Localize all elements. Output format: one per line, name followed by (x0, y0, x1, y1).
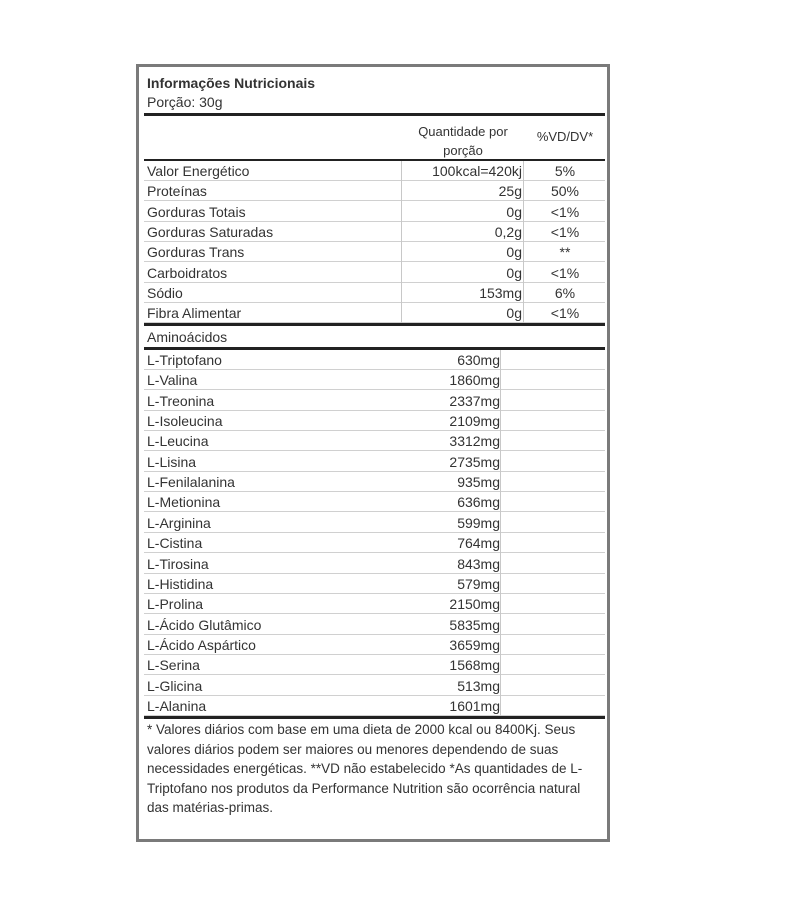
nutrient-vd: 6% (554, 284, 576, 301)
amino-acid-row (144, 350, 605, 370)
label-title: Informações Nutricionais (147, 75, 316, 91)
nutrient-qty: 0g (506, 203, 522, 220)
nutrient-qty: 0g (506, 264, 522, 281)
amino-acid-quantity: 1601mg (449, 697, 500, 714)
amino-acid-row (144, 492, 605, 512)
footnote: * Valores diários com base em uma dieta de 2000 kcal ou 8400Kj. Seus valores diários podem ser maiores ou menores dependendo de suas necessidades energéticas. **VD não estabelecido *As quantidades de L-Triptofano nos produtos da Performance Nutrition são ocorrência natural das matérias-primas. (147, 722, 583, 815)
amino-acid-name: L-Ácido Aspártico (147, 636, 256, 653)
amino-acid-name: L-Arginina (147, 514, 211, 531)
nutrient-qty: 153mg (479, 284, 522, 301)
nutrient-vd: 5% (554, 163, 576, 179)
nutrient-row (144, 263, 605, 283)
quantity-column-header: Quantidade por porção (418, 124, 508, 158)
nutrient-vd: <1% (550, 305, 580, 322)
nutrient-name: Sódio (147, 284, 183, 301)
amino-acid-quantity: 2150mg (449, 596, 500, 613)
amino-acid-quantity: 764mg (457, 535, 500, 552)
amino-acid-name: L-Metionina (147, 494, 221, 511)
nutrient-name: Carboidratos (147, 264, 228, 281)
nutrient-row (144, 161, 605, 181)
amino-acid-row (144, 472, 605, 492)
nutrient-qty: 0g (506, 244, 522, 261)
amino-acid-row (144, 554, 605, 574)
amino-acid-name: L-Tirosina (147, 555, 209, 572)
nutrient-name: Gorduras Saturadas (147, 223, 274, 240)
amino-acid-quantity: 3312mg (449, 433, 500, 450)
amino-acid-name: L-Serina (147, 657, 200, 674)
amino-acid-row (144, 594, 605, 614)
nutrient-vd: 50% (550, 183, 580, 200)
amino-acids-title: Aminoácidos (147, 329, 228, 345)
footnote-divider (144, 716, 605, 719)
amino-acid-quantity: 579mg (457, 575, 500, 592)
amino-acid-row (144, 370, 605, 390)
amino-acid-quantity: 2735mg (449, 453, 500, 470)
amino-acid-name: L-Ácido Glutâmico (147, 616, 262, 633)
column-separator (401, 161, 402, 323)
nutrition-facts-label (136, 64, 610, 842)
nutrient-row (144, 222, 605, 242)
amino-acid-quantity: 1568mg (449, 657, 500, 674)
amino-acid-row (144, 615, 605, 635)
amino-acid-quantity: 5835mg (449, 616, 500, 633)
amino-acid-quantity: 3659mg (449, 636, 500, 653)
amino-acid-quantity: 843mg (457, 555, 500, 572)
amino-acid-row (144, 574, 605, 594)
nutrient-name: Valor Energético (147, 163, 250, 179)
amino-acid-row (144, 391, 605, 411)
nutrient-name: Gorduras Trans (147, 244, 245, 261)
amino-acid-name: L-Leucina (147, 433, 209, 450)
nutrients-divider (144, 323, 605, 326)
nutrient-qty: 25g (498, 183, 522, 200)
amino-acid-name: L-Treonina (147, 392, 215, 409)
amino-acid-quantity: 636mg (457, 494, 500, 511)
amino-acid-row (144, 635, 605, 655)
amino-acid-name: L-Isoleucina (147, 413, 223, 430)
amino-acid-quantity: 1860mg (449, 372, 500, 389)
amino-acid-name: L-Fenilalanina (147, 474, 235, 491)
nutrient-name: Proteínas (147, 183, 207, 200)
amino-acid-row (144, 411, 605, 431)
amino-acid-name: L-Valina (147, 372, 198, 389)
amino-acid-quantity: 935mg (457, 474, 500, 491)
nutrient-qty: 100kcal=420kj (432, 163, 522, 179)
nutrient-vd: ** (559, 244, 571, 261)
amino-acid-name: L-Cistina (147, 535, 203, 552)
amino-acid-row (144, 513, 605, 533)
nutrient-vd: <1% (550, 203, 580, 220)
column-separator (500, 350, 501, 716)
nutrient-row (144, 242, 605, 262)
nutrient-name: Fibra Alimentar (147, 305, 242, 322)
amino-acid-row (144, 696, 605, 716)
nutrient-name: Gorduras Totais (147, 203, 246, 220)
amino-acid-row (144, 676, 605, 696)
amino-acid-quantity: 2109mg (449, 413, 500, 430)
amino-acid-row (144, 452, 605, 472)
amino-acid-name: L-Alanina (147, 697, 207, 714)
amino-acid-row (144, 431, 605, 451)
amino-acid-quantity: 2337mg (449, 392, 500, 409)
amino-acid-name: L-Prolina (147, 596, 204, 613)
column-separator (523, 161, 524, 323)
amino-acid-name: L-Histidina (147, 575, 214, 592)
nutrient-qty: 0g (506, 305, 522, 322)
nutrient-row (144, 181, 605, 201)
amino-acid-name: L-Lisina (147, 453, 197, 470)
nutrient-qty: 0,2g (494, 223, 522, 240)
nutrient-vd: <1% (550, 223, 580, 240)
amino-acid-row (144, 533, 605, 553)
vd-column-header: %VD/DV* (536, 129, 594, 144)
nutrient-row (144, 303, 605, 323)
nutrient-row (144, 283, 605, 303)
amino-acid-quantity: 513mg (457, 677, 500, 694)
nutrient-vd: <1% (550, 264, 580, 281)
header-divider (144, 113, 605, 116)
portion-size: Porção: 30g (147, 94, 223, 110)
nutrient-row (144, 202, 605, 222)
amino-acid-row (144, 655, 605, 675)
amino-acid-name: L-Glicina (147, 677, 203, 694)
amino-acid-quantity: 630mg (457, 352, 500, 368)
amino-acid-quantity: 599mg (457, 514, 500, 531)
amino-acid-name: L-Triptofano (147, 352, 222, 368)
